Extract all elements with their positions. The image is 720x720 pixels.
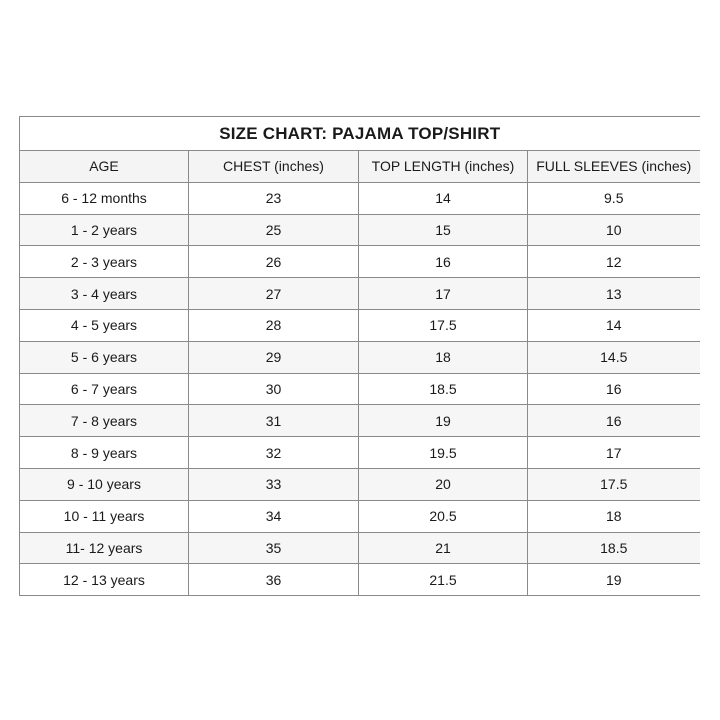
size-chart-table [19, 116, 700, 596]
table-row [20, 564, 700, 596]
cell-full-sleeves: 14 [528, 309, 700, 341]
cell-age: 2 - 3 years [20, 246, 189, 278]
table-row [20, 341, 700, 373]
cell-top-length: 20.5 [359, 500, 528, 532]
cell-chest: 27 [189, 278, 359, 310]
title-row [20, 117, 700, 151]
cell-full-sleeves: 17.5 [528, 468, 700, 500]
cell-age: 12 - 13 years [20, 564, 189, 596]
cell-top-length: 18 [359, 341, 528, 373]
cell-full-sleeves: 16 [528, 373, 700, 405]
cell-full-sleeves: 10 [528, 214, 700, 246]
cell-age: 11- 12 years [20, 532, 189, 564]
header-age: AGE [20, 151, 189, 183]
header-top-length: TOP LENGTH (inches) [359, 151, 528, 183]
cell-age: 4 - 5 years [20, 309, 189, 341]
cell-top-length: 17.5 [359, 309, 528, 341]
table-title: SIZE CHART: PAJAMA TOP/SHIRT [20, 117, 700, 151]
cell-full-sleeves: 14.5 [528, 341, 700, 373]
cell-top-length: 14 [359, 182, 528, 214]
table-row [20, 309, 700, 341]
table-row [20, 405, 700, 437]
cell-top-length: 16 [359, 246, 528, 278]
table-row [20, 437, 700, 469]
header-full-sleeves: FULL SLEEVES (inches) [528, 151, 700, 183]
cell-top-length: 20 [359, 468, 528, 500]
cell-top-length: 19 [359, 405, 528, 437]
cell-chest: 23 [189, 182, 359, 214]
cell-chest: 30 [189, 373, 359, 405]
table-row [20, 278, 700, 310]
cell-top-length: 21 [359, 532, 528, 564]
cell-chest: 36 [189, 564, 359, 596]
cell-top-length: 21.5 [359, 564, 528, 596]
table-body [20, 182, 700, 595]
cell-full-sleeves: 13 [528, 278, 700, 310]
cell-age: 7 - 8 years [20, 405, 189, 437]
cell-age: 3 - 4 years [20, 278, 189, 310]
cell-top-length: 18.5 [359, 373, 528, 405]
cell-chest: 33 [189, 468, 359, 500]
header-chest: CHEST (inches) [189, 151, 359, 183]
cell-full-sleeves: 17 [528, 437, 700, 469]
cell-full-sleeves: 18 [528, 500, 700, 532]
cell-age: 6 - 12 months [20, 182, 189, 214]
cell-top-length: 17 [359, 278, 528, 310]
cell-full-sleeves: 12 [528, 246, 700, 278]
table-row [20, 182, 700, 214]
cell-full-sleeves: 19 [528, 564, 700, 596]
cell-top-length: 15 [359, 214, 528, 246]
cell-age: 10 - 11 years [20, 500, 189, 532]
cell-age: 5 - 6 years [20, 341, 189, 373]
header-row [20, 151, 700, 183]
cell-chest: 29 [189, 341, 359, 373]
cell-age: 9 - 10 years [20, 468, 189, 500]
cell-chest: 32 [189, 437, 359, 469]
cell-full-sleeves: 9.5 [528, 182, 700, 214]
table-row [20, 500, 700, 532]
cell-full-sleeves: 18.5 [528, 532, 700, 564]
table-row [20, 246, 700, 278]
cell-chest: 34 [189, 500, 359, 532]
cell-age: 6 - 7 years [20, 373, 189, 405]
table-row [20, 373, 700, 405]
cell-chest: 26 [189, 246, 359, 278]
cell-top-length: 19.5 [359, 437, 528, 469]
cell-chest: 28 [189, 309, 359, 341]
cell-age: 1 - 2 years [20, 214, 189, 246]
table-row [20, 468, 700, 500]
cell-chest: 25 [189, 214, 359, 246]
table-row [20, 532, 700, 564]
cell-full-sleeves: 16 [528, 405, 700, 437]
cell-chest: 31 [189, 405, 359, 437]
cell-age: 8 - 9 years [20, 437, 189, 469]
cell-chest: 35 [189, 532, 359, 564]
table-row [20, 214, 700, 246]
